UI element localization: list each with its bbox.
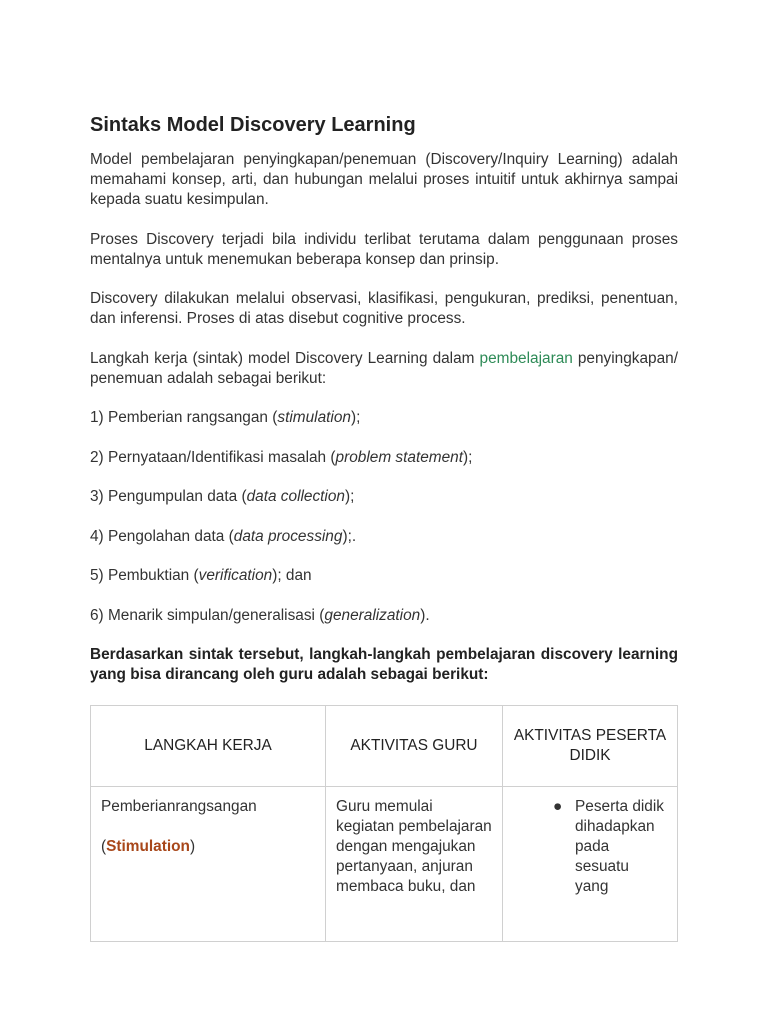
article-content — [90, 112, 678, 942]
step-name: Pemberianrangsangan — [101, 798, 257, 815]
step-item: 1) Pemberian rangsangan (stimulation); — [90, 409, 361, 426]
stimulation-term: Stimulation — [106, 838, 190, 855]
header-aktivitas-peserta: AKTIVITAS PESERTA DIDIK — [503, 706, 678, 787]
steps-intro-text: Langkah kerja (sintak) model Discovery Learning dalam — [90, 349, 480, 367]
paragraph-cognitive: Discovery dilakukan melalui observasi, klasifikasi, pengukuran, prediksi, penentuan, dan inferensi. Proses di atas disebut cognitive process. — [90, 290, 678, 327]
bullet-icon: ● — [553, 798, 563, 815]
step-term: (Stimulation) — [101, 838, 196, 855]
paragraph-process: Proses Discovery terjadi bila individu terlibat terutama dalam penggunaan proses mentalnya untuk menemukan beberapa konsep dan prinsip. — [90, 230, 678, 268]
step-item: 3) Pengumpulan data (data collection); — [90, 488, 355, 505]
table-header-row — [91, 706, 678, 787]
page-title: Sintaks Model Discovery Learning — [90, 114, 416, 136]
steps-table — [90, 705, 678, 942]
step-item: 5) Pembuktian (verification); dan — [90, 567, 312, 584]
paragraph-steps-intro — [90, 349, 678, 389]
bullet-text: Peserta didik dihadapkan pada sesuatu yang — [575, 798, 664, 895]
header-langkah-kerja: LANGKAH KERJA — [91, 706, 326, 787]
cell-aktivitas-guru: Guru memulai kegiatan pembelajaran dengan mengajukan pertanyaan, anjuran membaca buku, dan — [326, 787, 503, 942]
list-item — [513, 797, 667, 897]
paragraph-definition: Model pembelajaran penyingkapan/penemuan (Discovery/Inquiry Learning) adalah memahami konsep, arti, dan hubungan melalui proses intuitif untuk akhirnya sampai kepada suatu kesimpulan. — [90, 151, 678, 208]
table-row — [91, 787, 678, 942]
pembelajaran-link[interactable]: pembelajaran — [479, 349, 573, 367]
steps-intro-text-end: penyingkapan/ penemuan adalah sebagai berikut: — [90, 349, 678, 387]
header-aktivitas-guru: AKTIVITAS GURU — [326, 706, 503, 787]
step-item: 4) Pengolahan data (data processing);. — [90, 527, 357, 545]
step-item: 2) Pernyataan/Identifikasi masalah (problem statement); — [90, 448, 473, 466]
cell-langkah-kerja — [91, 787, 326, 942]
cell-aktivitas-peserta — [503, 787, 678, 942]
step-item: 6) Menarik simpulan/generalisasi (generalization). — [90, 606, 430, 624]
table-intro: Berdasarkan sintak tersebut, langkah-langkah pembelajaran discovery learning yang bisa dirancang oleh guru adalah sebagai berikut: — [90, 646, 678, 683]
